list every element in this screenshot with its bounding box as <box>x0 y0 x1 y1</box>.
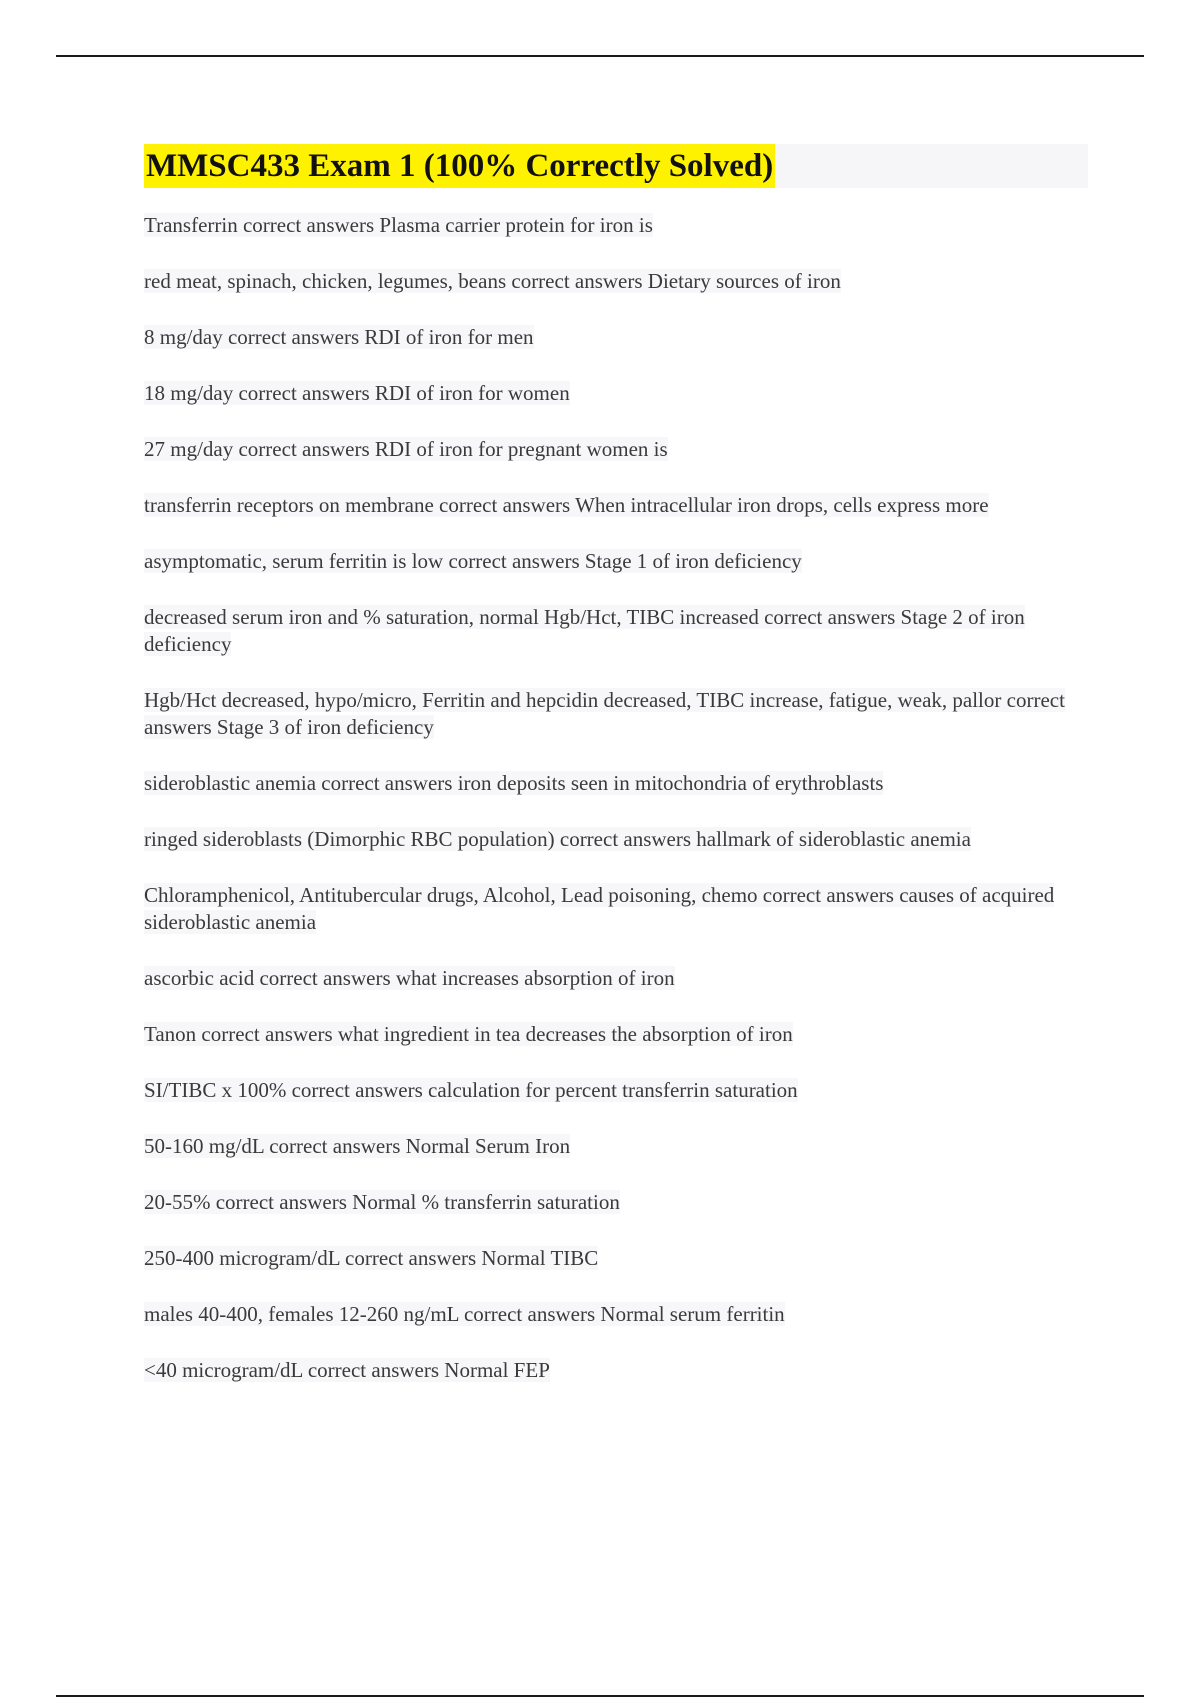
list-item <box>144 687 1084 741</box>
qa-text: Transferrin correct answers Plasma carrier protein for iron is <box>144 213 653 237</box>
list-item <box>144 492 1084 519</box>
list-item <box>144 1245 1084 1272</box>
qa-text: decreased serum iron and % saturation, normal Hgb/Hct, TIBC increased correct answers Stage 2 of iron deficiency <box>144 605 1025 656</box>
qa-text: Hgb/Hct decreased, hypo/micro, Ferritin and hepcidin decreased, TIBC increase, fatigue, weak, pallor correct answers Stage 3 of iron deficiency <box>144 688 1065 739</box>
qa-text: ascorbic acid correct answers what increases absorption of iron <box>144 966 675 990</box>
qa-text: ringed sideroblasts (Dimorphic RBC population) correct answers hallmark of sideroblastic anemia <box>144 827 971 851</box>
list-item <box>144 380 1084 407</box>
list-item <box>144 882 1084 936</box>
title-block <box>144 144 1088 188</box>
bottom-rule <box>56 1695 1144 1697</box>
qa-text: Chloramphenicol, Antitubercular drugs, Alcohol, Lead poisoning, chemo correct answers causes of acquired sideroblastic anemia <box>144 883 1055 934</box>
qa-text: red meat, spinach, chicken, legumes, beans correct answers Dietary sources of iron <box>144 269 841 293</box>
qa-text: 8 mg/day correct answers RDI of iron for men <box>144 325 534 349</box>
qa-text: transferrin receptors on membrane correct answers When intracellular iron drops, cells express more <box>144 493 989 517</box>
top-rule <box>56 55 1144 57</box>
qa-text: <40 microgram/dL correct answers Normal FEP <box>144 1358 550 1382</box>
qa-text: males 40-400, females 12-260 ng/mL correct answers Normal serum ferritin <box>144 1302 785 1326</box>
list-item <box>144 770 1084 797</box>
list-item <box>144 324 1084 351</box>
qa-text: sideroblastic anemia correct answers iron deposits seen in mitochondria of erythroblasts <box>144 771 884 795</box>
qa-text: 20-55% correct answers Normal % transferrin saturation <box>144 1190 620 1214</box>
list-item <box>144 212 1084 239</box>
qa-list <box>144 212 1084 1413</box>
list-item <box>144 1133 1084 1160</box>
qa-text: 50-160 mg/dL correct answers Normal Serum Iron <box>144 1134 571 1158</box>
qa-text: SI/TIBC x 100% correct answers calculation for percent transferrin saturation <box>144 1078 798 1102</box>
list-item <box>144 965 1084 992</box>
list-item <box>144 1189 1084 1216</box>
list-item <box>144 1301 1084 1328</box>
qa-text: 250-400 microgram/dL correct answers Normal TIBC <box>144 1246 599 1270</box>
list-item <box>144 548 1084 575</box>
list-item <box>144 826 1084 853</box>
list-item <box>144 1357 1084 1384</box>
list-item <box>144 268 1084 295</box>
qa-text: 27 mg/day correct answers RDI of iron for pregnant women is <box>144 437 668 461</box>
qa-text: asymptomatic, serum ferritin is low correct answers Stage 1 of iron deficiency <box>144 549 802 573</box>
list-item <box>144 1077 1084 1104</box>
list-item <box>144 604 1084 658</box>
qa-text: Tanon correct answers what ingredient in tea decreases the absorption of iron <box>144 1022 793 1046</box>
qa-text: 18 mg/day correct answers RDI of iron for women <box>144 381 570 405</box>
list-item <box>144 1021 1084 1048</box>
document-title: MMSC433 Exam 1 (100% Correctly Solved) <box>144 144 775 188</box>
list-item <box>144 436 1084 463</box>
